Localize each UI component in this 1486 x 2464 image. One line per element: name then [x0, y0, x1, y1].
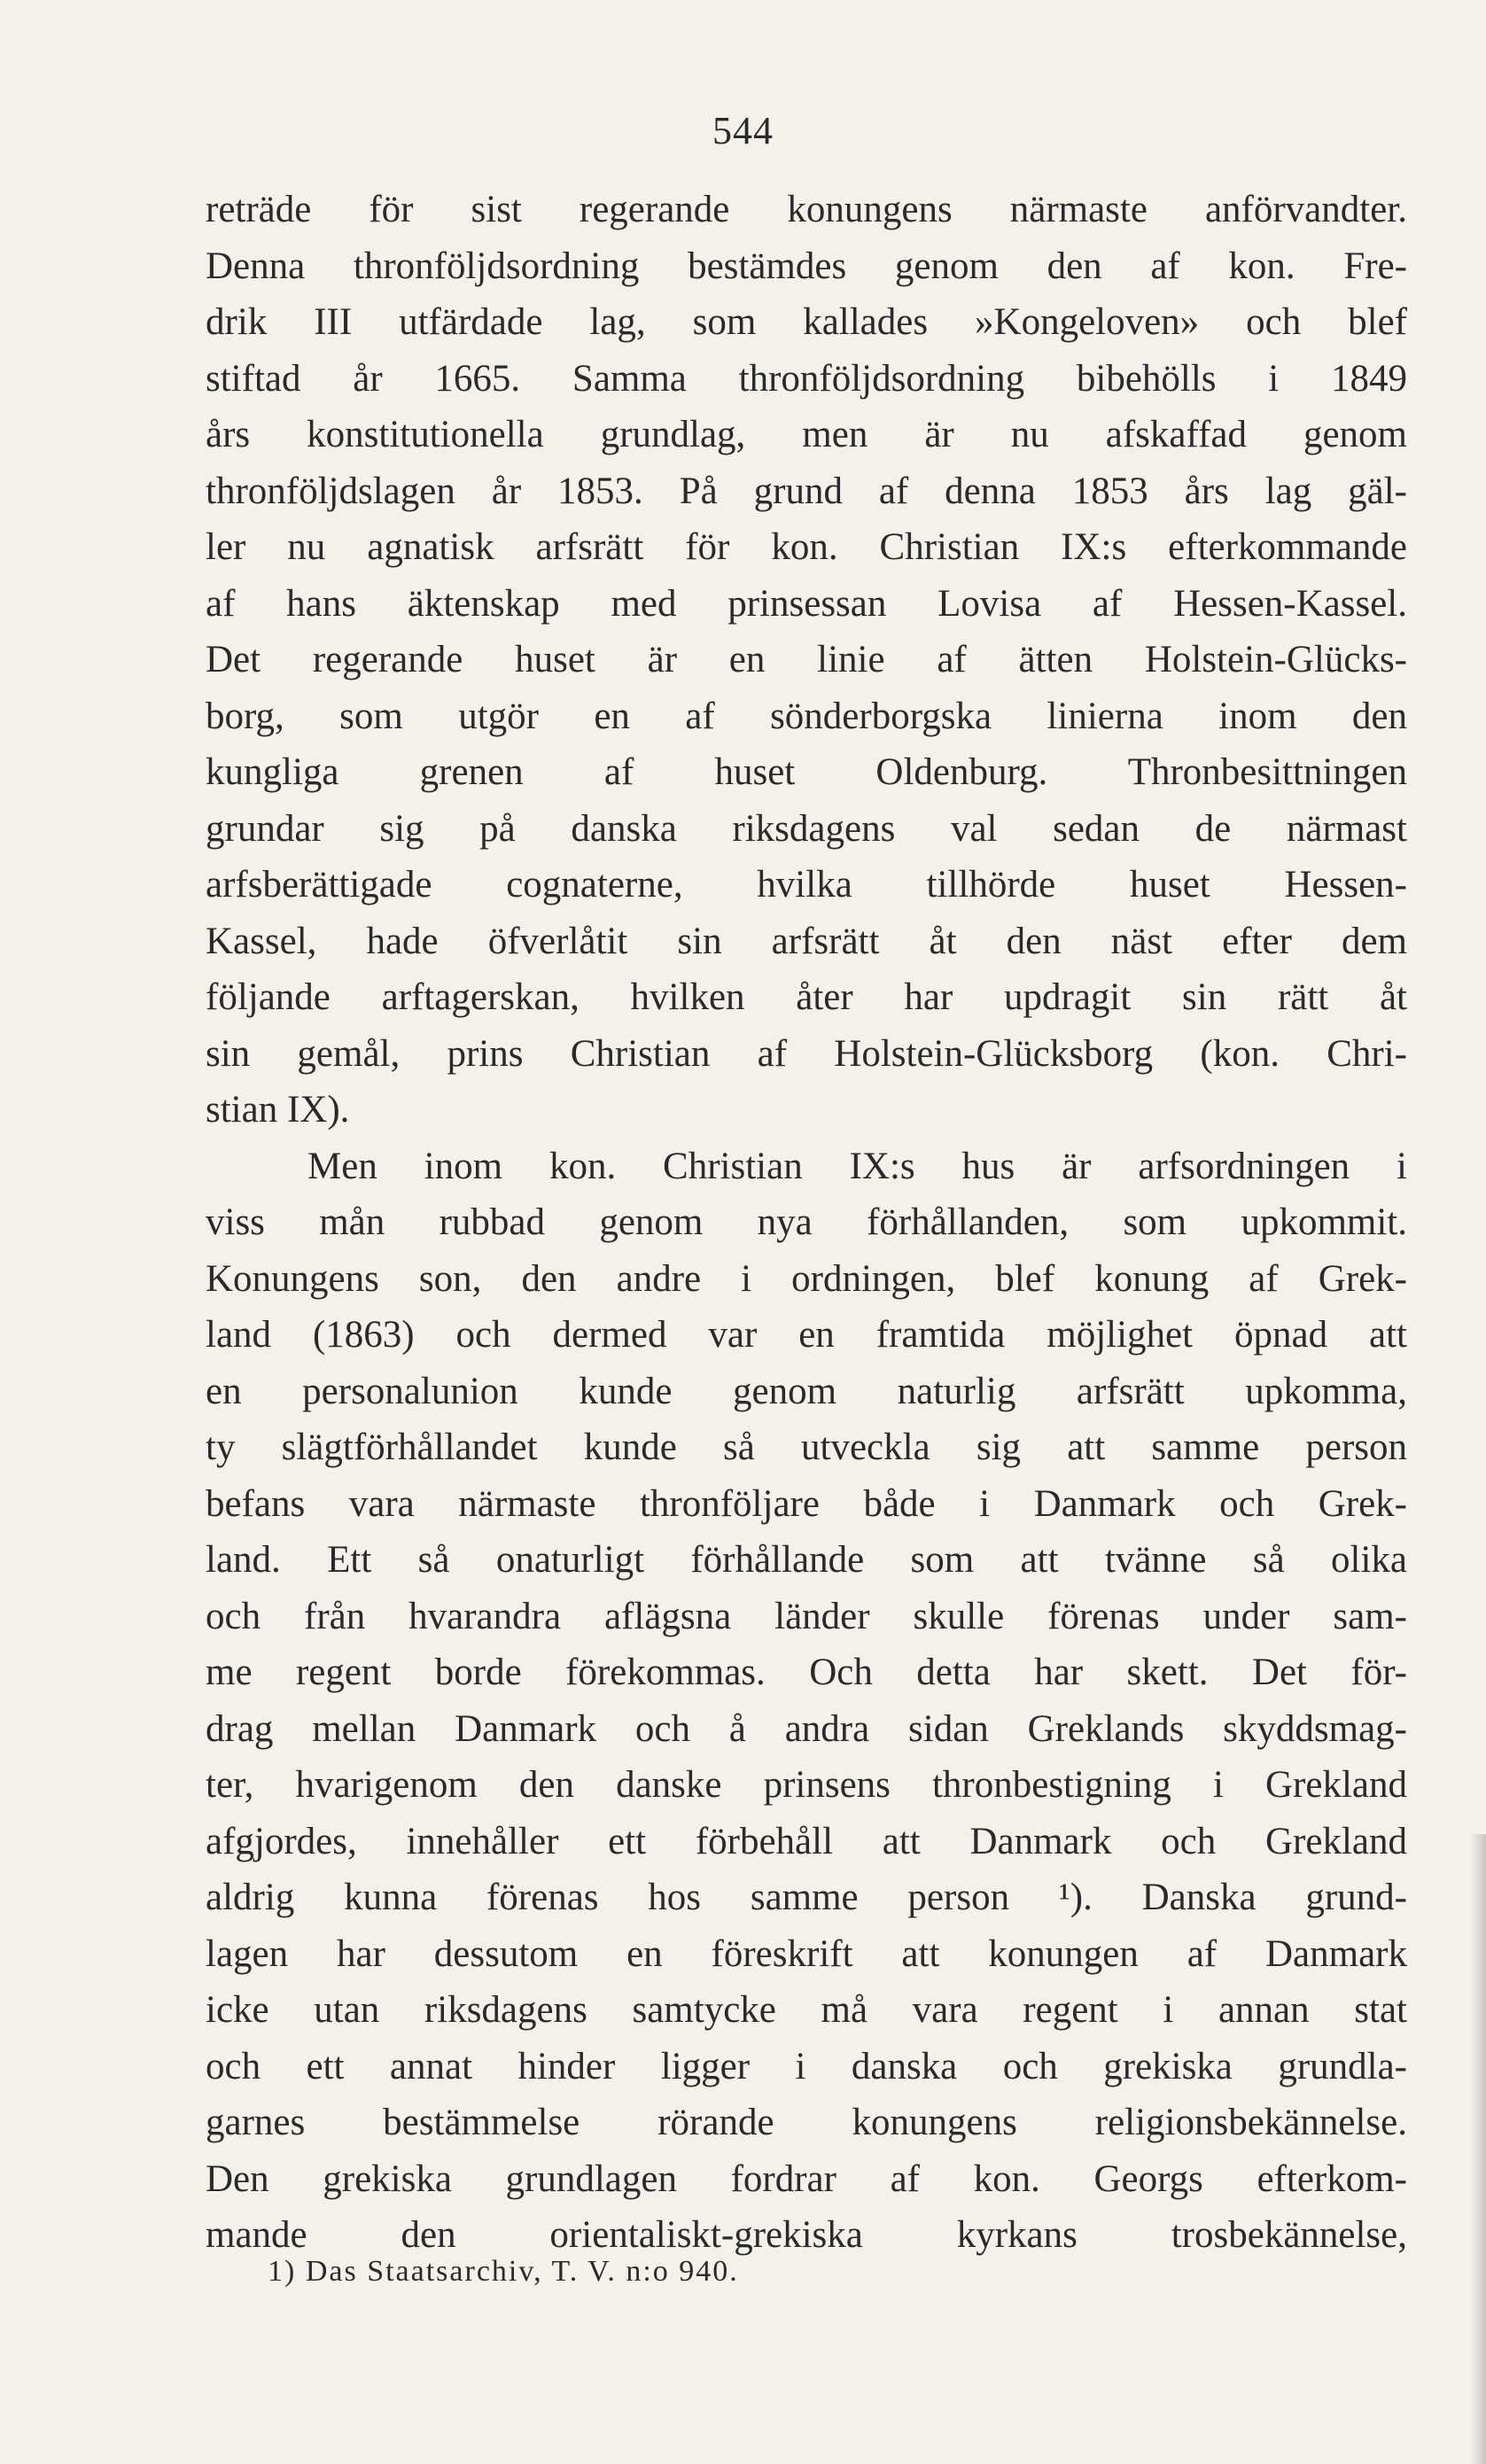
text-line: arfsberättigade cognaterne, hvilka tillhörde huset Hessen- [206, 864, 1407, 906]
text-line: stian IX). [206, 1089, 350, 1131]
text-line: borg, som utgör en af sönderborgska linierna inom den [206, 695, 1407, 737]
text-line: ler nu agnatisk arfsrätt för kon. Christian IX:s efterkommande [206, 526, 1407, 568]
text-line: Den grekiska grundlagen fordrar af kon. Georgs efterkom- [206, 2157, 1407, 2200]
page-number: 544 [712, 109, 774, 152]
text-line: viss mån rubbad genom nya förhållanden, som upkommit. [206, 1201, 1407, 1243]
text-line: me regent borde förekommas. Och detta har skett. Det för- [206, 1652, 1407, 1693]
text-line: drag mellan Danmark och å andra sidan Greklands skyddsmag- [206, 1707, 1407, 1750]
text-line: ty slägtförhållandet kunde så utveckla sig att samme person [206, 1426, 1407, 1468]
text-line: sin gemål, prins Christian af Holstein-Glücksborg (kon. Chri- [206, 1032, 1407, 1075]
text-line: Konungens son, den andre i ordningen, blef konung af Grek- [206, 1257, 1407, 1300]
text-line: thronföljdslagen år 1853. På grund af denna 1853 års lag gäl- [206, 470, 1407, 512]
text-line: reträde för sist regerande konungens närmaste anförvandter. [206, 189, 1407, 230]
text-line: och från hvarandra aflägsna länder skulle förenas under sam- [206, 1595, 1407, 1637]
text-line: ter, hvarigenom den danske prinsens thronbestigning i Grekland [206, 1764, 1407, 1806]
text-line: garnes bestämmelse rörande konungens religionsbekännelse. [206, 2102, 1407, 2143]
text-line: afgjordes, innehåller ett förbehåll att Danmark och Grekland [206, 1820, 1407, 1862]
footnote: 1) Das Staatsarchiv, T. V. n:o 940. [268, 2255, 739, 2288]
text-line: icke utan riksdagens samtycke må vara regent i annan stat [206, 1989, 1407, 2031]
page-edge-shadow [1470, 1834, 1486, 2464]
text-line: befans vara närmaste thronföljare både i Danmark och Grek- [206, 1482, 1407, 1525]
text-line: Kassel, hade öfverlåtit sin arfsrätt åt den näst efter dem [206, 920, 1407, 962]
text-line: kungliga grenen af huset Oldenburg. Thronbesittningen [206, 751, 1407, 793]
body-text [206, 182, 1407, 2264]
text-line: Det regerande huset är en linie af ätten Holstein-Glücks- [206, 639, 1407, 680]
text-line: land. Ett så onaturligt förhållande som att tvänne så olika [206, 1539, 1407, 1581]
text-line: stiftad år 1665. Samma thronföljdsordning bibehölls i 1849 [206, 357, 1407, 400]
text-line: lagen har dessutom en föreskrift att konungen af Danmark [206, 1932, 1407, 1975]
text-line: och ett annat hinder ligger i danska och grekiska grundla- [206, 2045, 1407, 2087]
text-line: Denna thronföljdsordning bestämdes genom den af kon. Fre- [206, 245, 1407, 287]
text-line: af hans äktenskap med prinsessan Lovisa af Hessen-Kassel. [206, 582, 1407, 625]
text-line: mande den orientaliskt-grekiska kyrkans trosbekännelse, [206, 2214, 1407, 2256]
text-line: drik III utfärdade lag, som kallades »Kongeloven» och blef [206, 301, 1407, 343]
text-line: land (1863) och dermed var en framtida möjlighet öpnad att [206, 1314, 1407, 1356]
text-line: en personalunion kunde genom naturlig arfsrätt upkomma, [206, 1370, 1407, 1412]
text-line: aldrig kunna förenas hos samme person ¹). Danska grund- [206, 1877, 1407, 1918]
text-line: följande arftagerskan, hvilken åter har updragit sin rätt åt [206, 976, 1407, 1018]
text-line: grundar sig på danska riksdagens val sedan de närmast [206, 807, 1407, 850]
text-line: Men inom kon. Christian IX:s hus är arfsordningen i [307, 1145, 1407, 1187]
text-line: års konstitutionella grundlag, men är nu afskaffad genom [206, 414, 1407, 455]
